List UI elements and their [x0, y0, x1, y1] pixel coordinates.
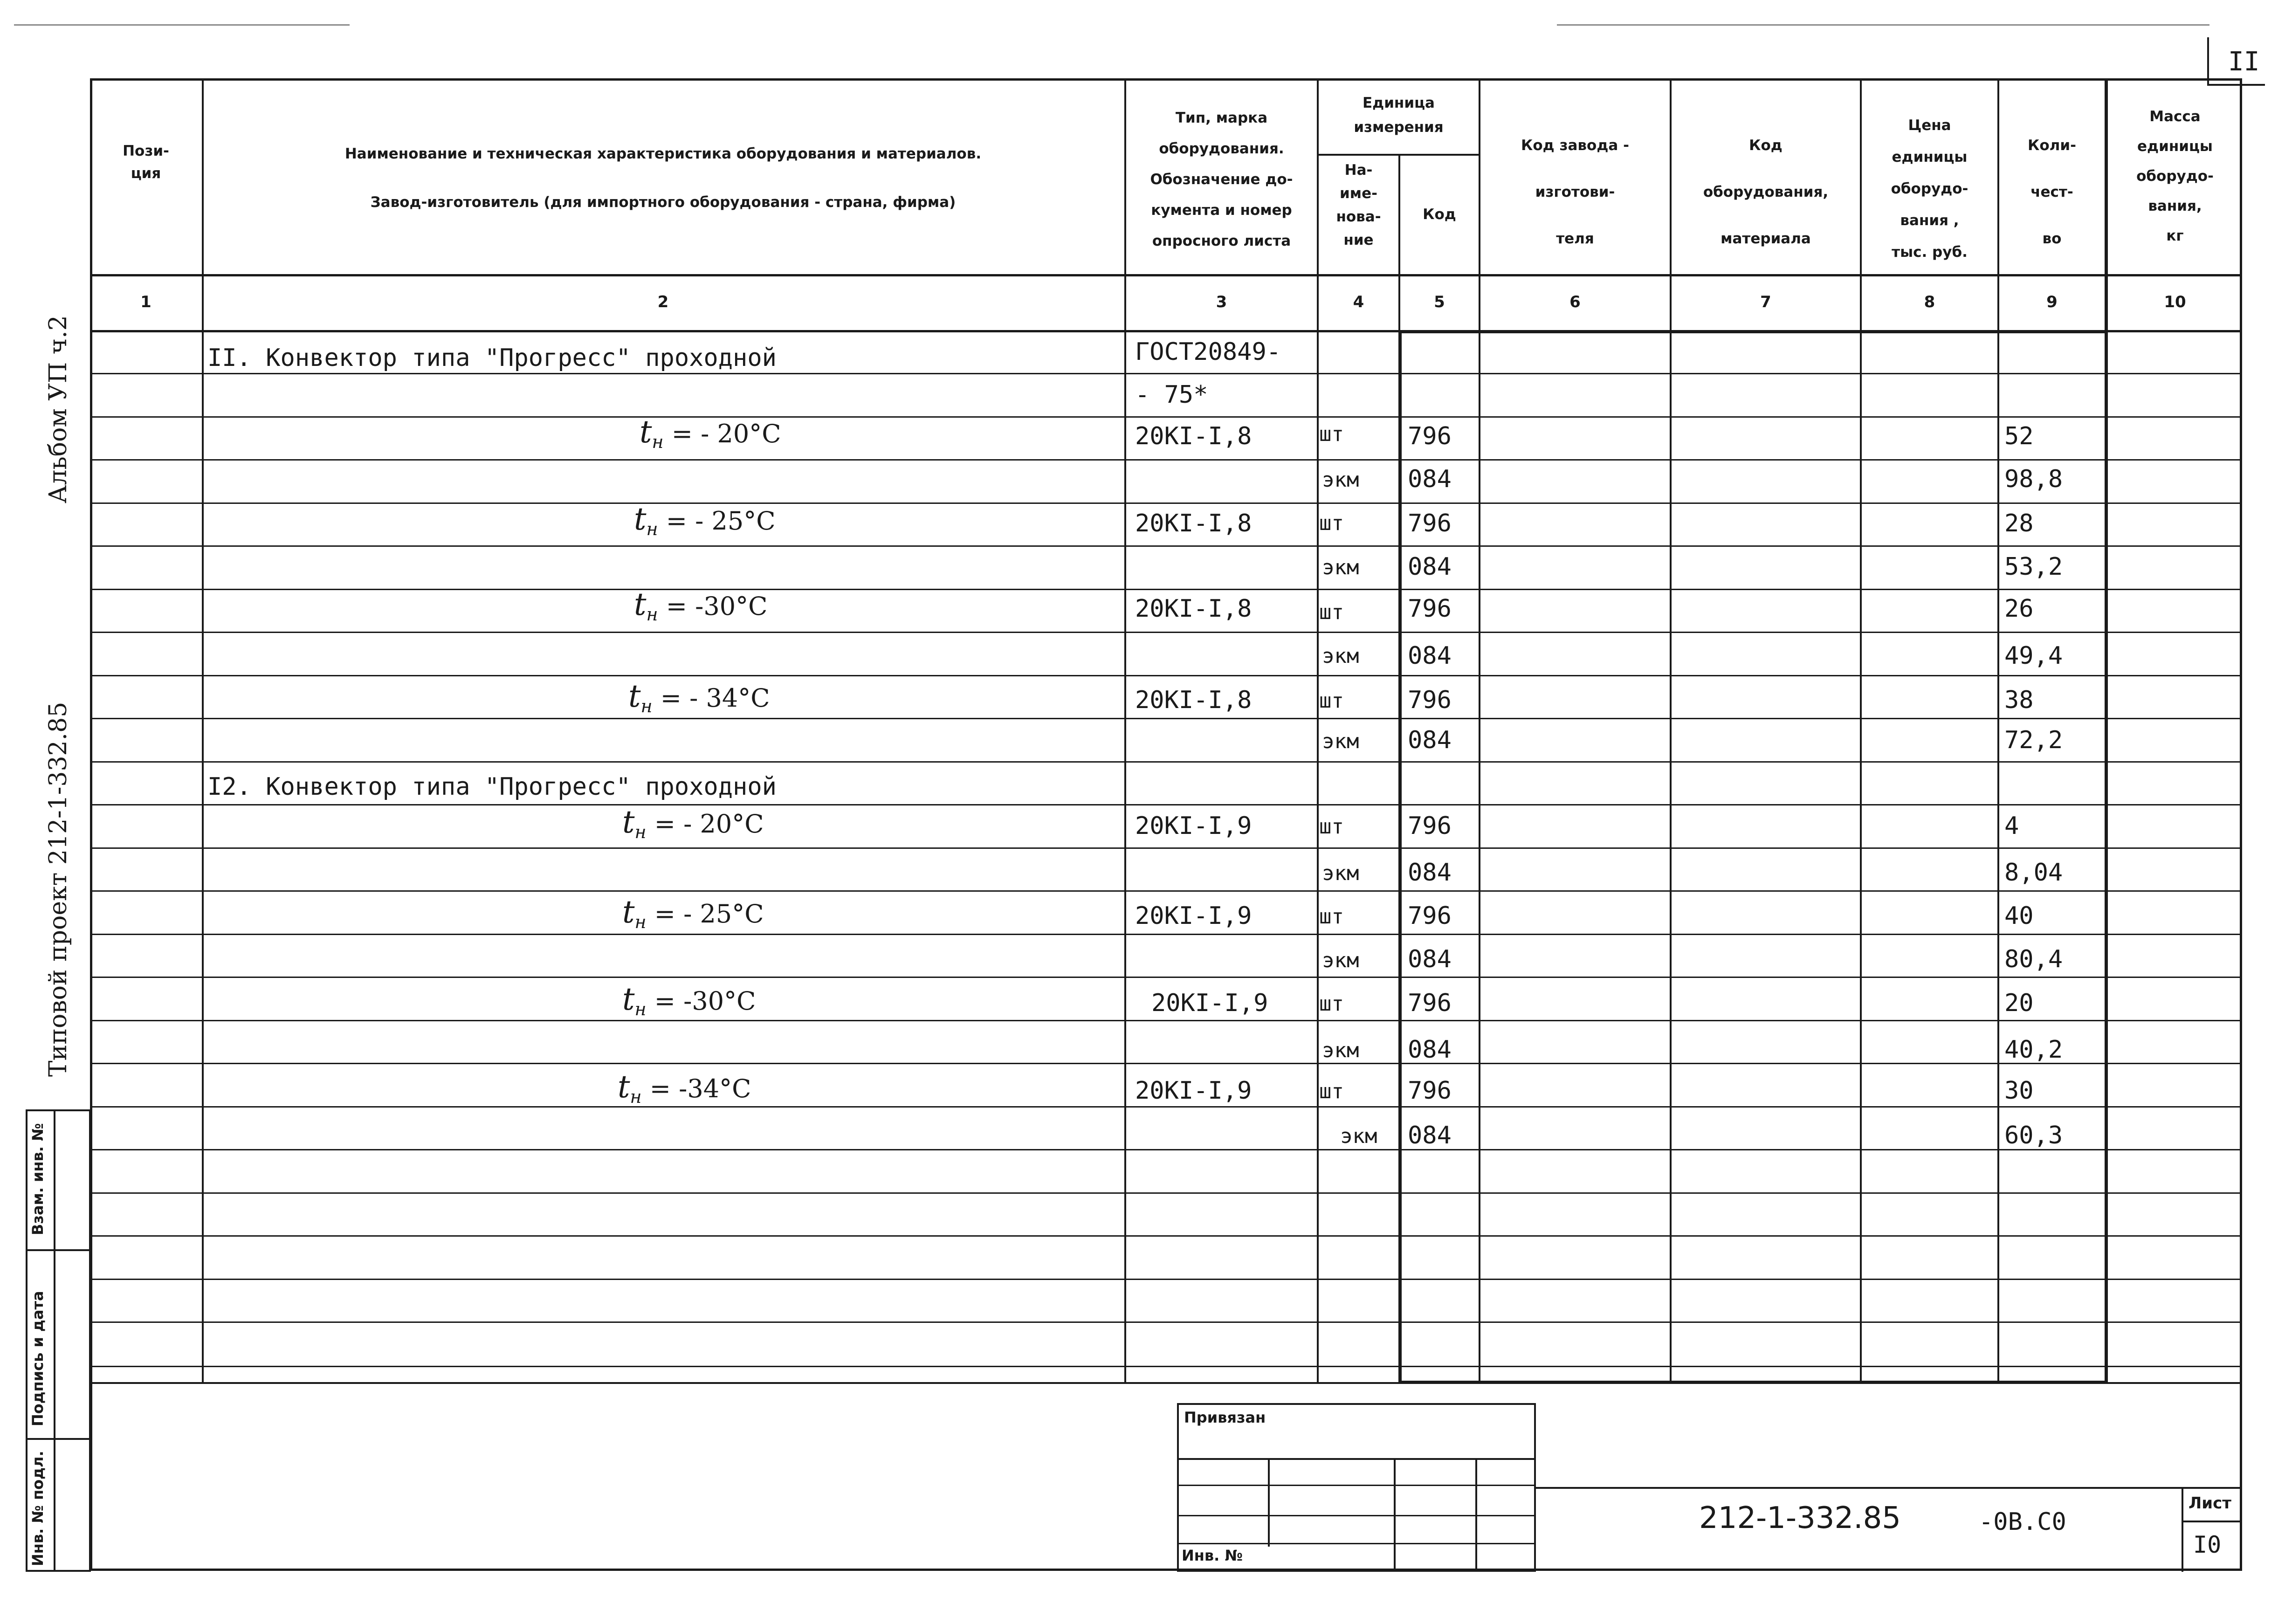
stamp-block-line	[1177, 1485, 1536, 1486]
side-stamp-divider	[54, 1109, 55, 1572]
unit-code: 084	[1408, 859, 1452, 887]
type-mark: 20КI-I,8	[1135, 509, 1252, 537]
section-title: I2. Конвектор типа "Прогресс" проходной	[207, 773, 777, 801]
stamp-inv-label: Инв. №	[1182, 1547, 1243, 1564]
stamp-replace-inv: Взам. инв. №	[29, 1123, 47, 1235]
unit-code: 084	[1408, 726, 1452, 754]
header-col9-line: во	[2042, 230, 2062, 247]
header-col4-line: На-	[1344, 162, 1373, 179]
header-col2	[202, 130, 1124, 227]
header-col6-line: Код завода -	[1521, 137, 1629, 154]
stamp-block-line	[1177, 1458, 1536, 1460]
unit-name: шт	[1319, 905, 1344, 929]
header-col8-line: вания ,	[1900, 212, 1959, 229]
row-line	[90, 804, 2242, 805]
unit-name: экм	[1322, 949, 1359, 972]
unit-name: шт	[1319, 600, 1344, 624]
unit-name: экм	[1322, 1039, 1359, 1062]
temp-value: - 20°C	[701, 419, 781, 448]
temp-sub: н	[640, 696, 653, 716]
row-line	[90, 632, 2242, 633]
quantity: 4	[2004, 812, 2019, 840]
type-mark: 20КI-I,9	[1135, 812, 1252, 840]
temp-symbol: t	[640, 414, 652, 450]
temp-value: -34°C	[679, 1074, 751, 1103]
col-number-7: 7	[1760, 293, 1771, 311]
unit-name: шт	[1319, 1080, 1344, 1103]
row-line	[90, 675, 2242, 676]
unit-name: шт	[1319, 511, 1344, 535]
table-bottom	[90, 1382, 2242, 1384]
header-col8-line: Цена	[1908, 117, 1951, 134]
unit-name: экм	[1322, 644, 1359, 668]
row-line	[90, 416, 2242, 418]
type-mark: 20КI-I,9	[1135, 902, 1252, 930]
unit-code: 796	[1408, 989, 1452, 1017]
header-col10-line: единицы	[2137, 138, 2213, 155]
unit-code: 084	[1408, 1122, 1452, 1149]
header-col8-line: единицы	[1892, 149, 1968, 165]
stamp-original-inv: Инв. № подл.	[29, 1451, 47, 1566]
row-line	[90, 890, 2242, 892]
header-col10-line: кг	[2166, 227, 2184, 244]
sheet-number-sep	[2182, 1521, 2242, 1522]
stamp-block-col	[1394, 1458, 1396, 1572]
header-unit-group	[1319, 91, 1479, 139]
header-col8-line: оборудо-	[1891, 180, 1968, 197]
temp-value: -30°C	[683, 986, 756, 1016]
temp-symbol: t	[622, 804, 635, 840]
sheet-marker: II	[2228, 47, 2260, 77]
row-line	[90, 1149, 2242, 1150]
temperature-label: $t_н$ = - 34°C	[628, 678, 770, 716]
col-number-9: 9	[2046, 293, 2058, 311]
type-mark: 20КI-I,9	[1135, 1077, 1252, 1105]
stamp-block-line	[1177, 1543, 1536, 1544]
header-col9-line: Коли-	[2028, 137, 2076, 154]
header-col9	[1999, 122, 2105, 262]
side-stamp-sep-1	[26, 1249, 91, 1251]
header-col4-line: име-	[1340, 185, 1377, 202]
unit-code: 796	[1408, 509, 1452, 537]
temp-sub: н	[634, 822, 647, 842]
quantity: 72,2	[2004, 726, 2063, 754]
row-line	[90, 545, 2242, 547]
header-col7	[1672, 122, 1860, 262]
header-col3-line: Тип, марка	[1175, 110, 1268, 126]
col-number-6: 6	[1569, 293, 1581, 311]
row-line	[90, 934, 2242, 935]
unit-code: 796	[1408, 902, 1452, 930]
row-line	[90, 761, 2242, 763]
stamp-linked-label: Привязан	[1184, 1409, 1266, 1426]
unit-name: шт	[1319, 992, 1344, 1016]
temp-symbol: t	[622, 894, 635, 930]
header-col10	[2108, 102, 2242, 251]
top-rule-left	[14, 24, 350, 26]
header-col10-line: Масса	[2149, 108, 2201, 125]
temperature-label: $t_н$ = - 20°C	[640, 414, 781, 452]
row-line	[90, 847, 2242, 849]
stamp-block-line	[1177, 1515, 1536, 1516]
col-number-2: 2	[657, 293, 669, 311]
unit-name: экм	[1322, 468, 1359, 492]
quantity: 26	[2004, 595, 2034, 623]
unit-group-line	[1317, 154, 1479, 156]
header-col3-line: кумента и номер	[1151, 202, 1292, 219]
row-line	[90, 1366, 2242, 1367]
unit-code: 796	[1408, 595, 1452, 623]
header-col3-line: опросного листа	[1152, 233, 1291, 249]
temp-value: - 34°C	[689, 683, 770, 713]
temp-symbol: t	[634, 586, 647, 622]
temperature-label: $t_н = -30^\circ C$	[634, 586, 768, 625]
header-col4	[1319, 158, 1398, 252]
header-col1	[90, 140, 202, 185]
unit-code: 084	[1408, 553, 1452, 581]
header-col9-line: чест-	[2030, 184, 2073, 200]
row-line	[90, 373, 2242, 374]
header-col10-line: оборудо-	[2136, 168, 2214, 185]
col-number-4: 4	[1353, 293, 1364, 311]
col-number-8: 8	[1924, 293, 1935, 311]
type-mark: 20КI-I,8	[1135, 686, 1252, 714]
stamp-block-col	[1475, 1458, 1477, 1572]
unit-code: 084	[1408, 642, 1452, 670]
temp-sub: н	[634, 912, 647, 932]
unit-name: шт	[1319, 422, 1344, 446]
row-line	[90, 459, 2242, 461]
row-line	[90, 718, 2242, 719]
header-unit-line: измерения	[1354, 119, 1444, 136]
doc-code: 212-1-332.85	[1699, 1501, 1901, 1535]
quantity: 49,4	[2004, 642, 2063, 670]
header-col8	[1862, 110, 1997, 268]
quantity: 52	[2004, 422, 2034, 450]
header-col4-line: ние	[1343, 232, 1374, 248]
side-stamp-sep-2	[26, 1438, 91, 1440]
quantity: 40,2	[2004, 1036, 2063, 1064]
header-col4-line: нова-	[1336, 208, 1381, 225]
row-line	[90, 1279, 2242, 1280]
temperature-label: $t_н$ = - 25°C	[634, 501, 776, 539]
header-col2-line: Наименование и техническая характеристика оборудования и материалов.	[344, 145, 982, 162]
header-col6-line: теля	[1556, 230, 1594, 247]
row-line	[90, 1020, 2242, 1021]
header-col7-line: Код	[1749, 137, 1783, 154]
quantity: 20	[2004, 989, 2034, 1017]
col-number-1: 1	[140, 293, 151, 311]
type-mark: 20КI-I,8	[1135, 595, 1252, 623]
header-bottom	[90, 274, 2242, 276]
unit-name: шт	[1319, 815, 1344, 839]
temperature-label: $t_н = -34^\circ C$	[618, 1069, 751, 1107]
header-col10-line: вания,	[2148, 198, 2202, 214]
row-line	[90, 1235, 2242, 1237]
side-album-label: Альбом УП ч.2	[44, 315, 72, 503]
col-line-4b	[1398, 331, 1402, 1383]
header-col1-line: ция	[131, 165, 161, 182]
header-col7-line: материала	[1721, 230, 1811, 247]
quantity: 8,04	[2004, 859, 2063, 887]
row-line	[90, 1063, 2242, 1064]
temp-sub: н	[652, 432, 664, 452]
row-line	[90, 589, 2242, 590]
col-number-3: 3	[1216, 293, 1227, 311]
unit-name: экм	[1322, 861, 1359, 885]
temp-value: - 25°C	[695, 506, 776, 536]
col-number-5: 5	[1434, 293, 1445, 311]
row-line	[90, 1106, 2242, 1108]
temp-sub: н	[646, 519, 658, 539]
quantity: 98,8	[2004, 465, 2063, 493]
unit-name: экм	[1322, 729, 1359, 753]
temp-symbol: t	[634, 501, 647, 537]
temperature-label: $t_н = -30^\circ C$	[622, 981, 756, 1019]
col-number-10: 10	[2164, 293, 2186, 311]
row-line	[90, 1321, 2242, 1323]
temp-value: - 25°C	[683, 899, 764, 929]
quantity: 38	[2004, 686, 2034, 714]
header-col8-line: тыс. руб.	[1892, 244, 1968, 261]
section-doc: - 75*	[1135, 381, 1208, 409]
section-doc: ГОСТ20849-	[1135, 338, 1281, 366]
quantity: 28	[2004, 509, 2034, 537]
quantity: 80,4	[2004, 945, 2063, 973]
doc-suffix: -0В.С0	[1979, 1508, 2066, 1536]
unit-name: шт	[1319, 689, 1344, 713]
row-line	[90, 977, 2242, 978]
temp-symbol: t	[622, 981, 635, 1017]
unit-code: 084	[1408, 1036, 1452, 1064]
header-col3-line: Обозначение до-	[1150, 171, 1293, 188]
quantity: 60,3	[2004, 1122, 2063, 1149]
unit-code: 084	[1408, 945, 1452, 973]
sheet-label: Лист	[2189, 1494, 2231, 1513]
numbers-bottom	[90, 330, 2242, 332]
unit-code: 084	[1408, 465, 1452, 493]
header-col6	[1480, 122, 1670, 262]
unit-code: 796	[1408, 422, 1452, 450]
header-col5: Код	[1423, 206, 1456, 223]
temp-sub: н	[634, 999, 647, 1019]
header-col6-line: изготови-	[1535, 184, 1615, 200]
title-block-line	[1536, 1487, 2242, 1489]
sheet-number: I0	[2193, 1531, 2222, 1558]
quantity: 40	[2004, 902, 2034, 930]
temp-symbol: t	[618, 1069, 630, 1105]
unit-name: экм	[1322, 556, 1359, 579]
header-col3-line: оборудования.	[1159, 140, 1284, 157]
temp-sub: н	[630, 1087, 642, 1107]
temp-symbol: t	[628, 678, 641, 714]
header-col3	[1126, 103, 1317, 256]
side-project-label: Типовой проект 212-1-332.85	[44, 702, 72, 1077]
header-col2-line: Завод-изготовитель (для импортного оборудования - страна, фирма)	[370, 194, 956, 211]
unit-code: 796	[1408, 812, 1452, 840]
quantity: 53,2	[2004, 553, 2063, 581]
temperature-label: $t_н$ = - 20°C	[622, 804, 764, 842]
type-mark: 20КI-I,8	[1135, 422, 1252, 450]
section-title: II. Конвектор типа "Прогресс" проходной	[207, 344, 777, 372]
unit-code: 796	[1408, 1077, 1452, 1105]
unit-code: 796	[1408, 686, 1452, 714]
header-col1-line: Пози-	[123, 143, 169, 159]
unit-name: экм	[1340, 1124, 1377, 1148]
top-rule-right	[1557, 24, 2209, 26]
temp-value: -30°C	[695, 592, 768, 621]
header-col7-line: оборудования,	[1703, 184, 1829, 200]
temp-sub: н	[646, 604, 658, 625]
temp-value: - 20°C	[683, 809, 764, 839]
type-mark: 20КI-I,9	[1151, 989, 1268, 1017]
header-unit-line: Единица	[1363, 95, 1435, 111]
stamp-block-col	[1268, 1458, 1270, 1547]
quantity: 30	[2004, 1077, 2034, 1105]
stamp-signature-date: Подпись и дата	[29, 1291, 47, 1426]
row-line	[90, 1192, 2242, 1194]
temperature-label: $t_н$ = - 25°C	[622, 894, 764, 932]
row-line	[90, 502, 2242, 504]
